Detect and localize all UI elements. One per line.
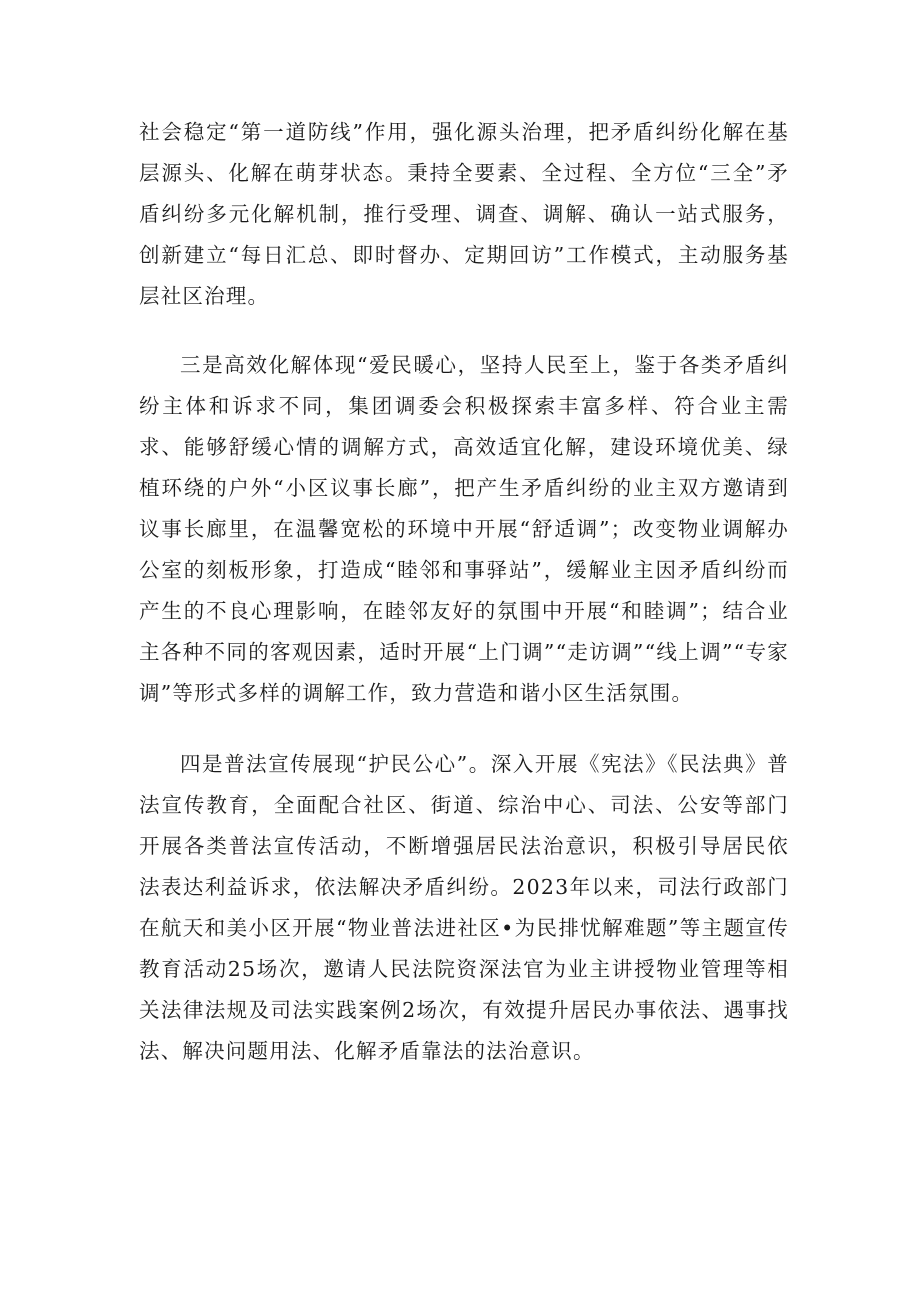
paragraph-spacer — [139, 317, 789, 345]
paragraph-efficient-resolution: 三是高效化解体现“爱民暖心，坚持人民至上，鉴于各类矛盾纠纷主体和诉求不同，集团调委会积极探索丰富多样、符合业主需求、能够舒缓心情的调解方式，高效适宜化解，建设环境优美、绿植环绕的户外“小区议事长廊”，把产生矛盾纠纷的业主双方邀请到议事长廊里，在温馨宽松的环境中开展“舒适调”；改变物业调解办公室的刻板形象，打造成“睦邻和事驿站”，缓解业主因矛盾纠纷而产生的不良心理影响，在睦邻友好的氛围中开展“和睦调”；结合业主各种不同的客观因素，适时开展“上门调”“走访调”“线上调”“专家调”等形式多样的调解工作，致力营造和谐小区生活氛围。 — [139, 353, 789, 705]
paragraph-spacer — [139, 714, 789, 744]
paragraph-continuation: 社会稳定“第一道防线”作用，强化源头治理，把矛盾纠纷化解在基层源头、化解在萌芽状态。秉持全要素、全过程、全方位“三全”矛盾纠纷多元化解机制，推行受理、调查、调解、确认一站式服务，创新建立“每日汇总、即时督办、定期回访”工作模式，主动服务基层社区治理。 — [139, 120, 789, 308]
paragraph-legal-publicity: 四是普法宣传展现“护民公心”。深入开展《宪法》《民法典》普法宣传教育，全面配合社区、街道、综治中心、司法、公安等部门开展各类普法宣传活动，不断增强居民法治意识，积极引导居民依法表达利益诉求，依法解决矛盾纠纷。2023年以来，司法行政部门在航天和美小区开展“物业普法进社区•为民排忧解难题”等主题宣传教育活动25场次，邀请人民法院资深法官为业主讲授物业管理等相关法律法规及司法实践案例2场次，有效提升居民办事依法、遇事找法、解决问题用法、化解矛盾靠法的法治意识。 — [139, 752, 789, 1063]
document-body — [139, 112, 789, 1072]
